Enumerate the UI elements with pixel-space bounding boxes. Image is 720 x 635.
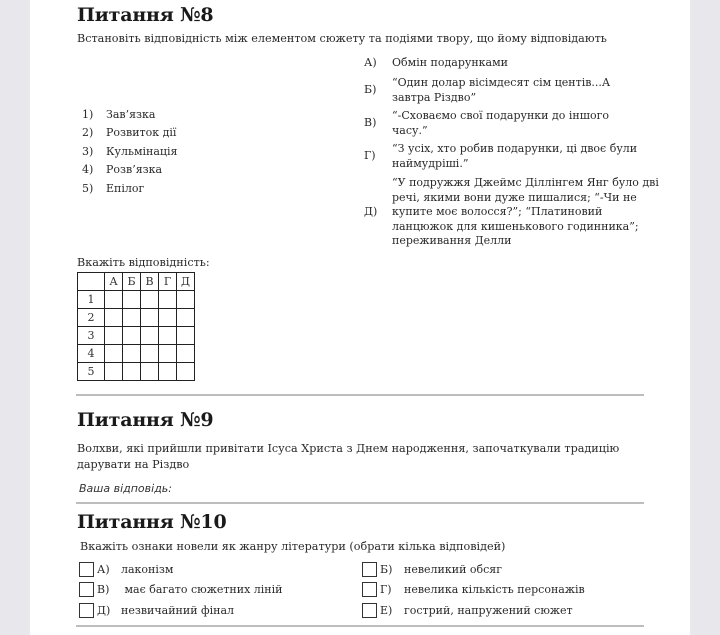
grid-cell[interactable]	[177, 309, 195, 327]
list-item	[82, 163, 162, 176]
question-10-prompt: Вкажіть ознаки новели як жанру літератури (обрати кілька відповідей)	[80, 540, 506, 553]
grid-corner	[78, 273, 105, 291]
grid-cell[interactable]	[105, 327, 123, 345]
answer-grid	[77, 272, 195, 381]
option-text: Обмін подарунками	[392, 56, 508, 69]
grid-cell[interactable]	[177, 363, 195, 381]
checkbox[interactable]	[79, 582, 94, 597]
grid-row	[78, 309, 195, 327]
option-text: невелика кількість персонажів	[404, 583, 585, 596]
grid-header-row	[78, 273, 195, 291]
grid-col-header: Б	[123, 273, 141, 291]
checkbox[interactable]	[362, 562, 377, 577]
option-text: “Один долар вісімдесят сім центів...А завтра Різдво”	[392, 76, 611, 104]
question-8-prompt: Встановіть відповідність між елементом сюжету та подіями твору, що йому відповідають	[77, 32, 607, 45]
grid-cell[interactable]	[141, 363, 159, 381]
grid-row-header: 3	[78, 327, 105, 345]
grid-cell[interactable]	[159, 363, 177, 381]
option-text: гострий, напружений сюжет	[404, 604, 573, 617]
question-10-title: Питання №10	[77, 511, 227, 533]
grid-cell[interactable]	[123, 327, 141, 345]
item-label: Зав’язка	[106, 108, 156, 121]
question-9-title: Питання №9	[77, 409, 214, 431]
option-letter: Б)	[380, 563, 393, 576]
grid-col-header: Д	[177, 273, 195, 291]
grid-row	[78, 291, 195, 309]
grid-cell[interactable]	[123, 291, 141, 309]
checkbox[interactable]	[79, 603, 94, 618]
item-number: 5)	[82, 182, 94, 195]
option-letter: А)	[97, 563, 110, 576]
option-b-row[interactable]	[362, 562, 502, 577]
item-label: Епілог	[106, 182, 145, 195]
grid-cell[interactable]	[141, 309, 159, 327]
option-text: незвичайний фінал	[121, 604, 235, 617]
grid-cell[interactable]	[159, 345, 177, 363]
option-e-row[interactable]	[362, 603, 573, 618]
option-letter: В)	[364, 116, 377, 130]
option-text: лаконізм	[121, 563, 174, 576]
option-text: “З усіх, хто робив подарунки, ці двоє були наймудріші.”	[392, 142, 638, 170]
grid-cell[interactable]	[177, 291, 195, 309]
option-letter: В)	[97, 583, 110, 596]
grid-cell[interactable]	[141, 327, 159, 345]
item-number: 4)	[82, 163, 94, 176]
option-text: має багато сюжетних ліній	[121, 583, 283, 596]
grid-row-header: 2	[78, 309, 105, 327]
grid-row	[78, 345, 195, 363]
grid-cell[interactable]	[123, 309, 141, 327]
event-option-a	[364, 56, 662, 71]
option-a-row[interactable]	[79, 562, 173, 577]
grid-row-header: 1	[78, 291, 105, 309]
item-number: 1)	[82, 108, 94, 121]
section-divider	[76, 625, 644, 627]
question-9-prompt: Волхви, які прийшли привітати Ісуса Христа з Днем народження, започаткували традицію дарувати на Різдво	[77, 442, 620, 471]
grid-row-header: 4	[78, 345, 105, 363]
option-text: невеликий обсяг	[404, 563, 503, 576]
grid-cell[interactable]	[105, 363, 123, 381]
grid-cell[interactable]	[159, 291, 177, 309]
grid-cell[interactable]	[177, 327, 195, 345]
option-v-row[interactable]	[79, 582, 282, 597]
item-label: Кульмінація	[106, 145, 178, 158]
option-letter: А)	[364, 56, 377, 69]
option-letter: Е)	[380, 604, 393, 617]
option-d-row[interactable]	[79, 603, 234, 618]
grid-label: Вкажіть відповідність:	[77, 256, 210, 269]
grid-cell[interactable]	[105, 309, 123, 327]
item-number: 2)	[82, 126, 94, 139]
checkbox[interactable]	[79, 562, 94, 577]
event-option-v	[364, 109, 632, 138]
grid-row	[78, 327, 195, 345]
grid-col-header: Г	[159, 273, 177, 291]
checkbox[interactable]	[362, 603, 377, 618]
item-number: 3)	[82, 145, 94, 158]
item-label: Розв’язка	[106, 163, 163, 176]
event-option-g	[364, 142, 662, 171]
answer-underline	[76, 502, 644, 504]
grid-cell[interactable]	[123, 363, 141, 381]
grid-row	[78, 363, 195, 381]
checkbox[interactable]	[362, 582, 377, 597]
grid-cell[interactable]	[159, 309, 177, 327]
grid-row-header: 5	[78, 363, 105, 381]
grid-cell[interactable]	[105, 291, 123, 309]
list-item	[82, 145, 177, 158]
event-option-b	[364, 76, 642, 105]
grid-cell[interactable]	[159, 327, 177, 345]
section-divider	[76, 394, 644, 396]
grid-cell[interactable]	[177, 345, 195, 363]
item-label: Розвиток дії	[106, 126, 177, 139]
grid-col-header: В	[141, 273, 159, 291]
event-option-d	[364, 176, 662, 249]
option-letter: Г)	[380, 583, 392, 596]
option-letter: Д)	[97, 604, 111, 617]
grid-cell[interactable]	[105, 345, 123, 363]
list-item	[82, 108, 155, 121]
list-item	[82, 182, 144, 195]
question-8-title: Питання №8	[77, 4, 214, 26]
option-letter: Г)	[364, 149, 376, 163]
answer-input-label[interactable]: Ваша відповідь:	[79, 482, 172, 495]
option-letter: Д)	[364, 205, 378, 218]
list-item	[82, 126, 176, 139]
grid-cell[interactable]	[123, 345, 141, 363]
option-letter: Б)	[364, 83, 377, 97]
option-text: “У подружжя Джеймс Діллінгем Янг було дві речі, якими вони дуже пишалися; “-Чи не купите моє волосся?”; “Платиновий ланцюжок для кишенькового годинника”; переживання Делли	[392, 176, 659, 247]
option-text: “-Сховаємо свої подарунки до іншого часу.”	[392, 109, 609, 137]
option-g-row[interactable]	[362, 582, 585, 597]
grid-col-header: А	[105, 273, 123, 291]
grid-cell[interactable]	[141, 345, 159, 363]
grid-cell[interactable]	[141, 291, 159, 309]
